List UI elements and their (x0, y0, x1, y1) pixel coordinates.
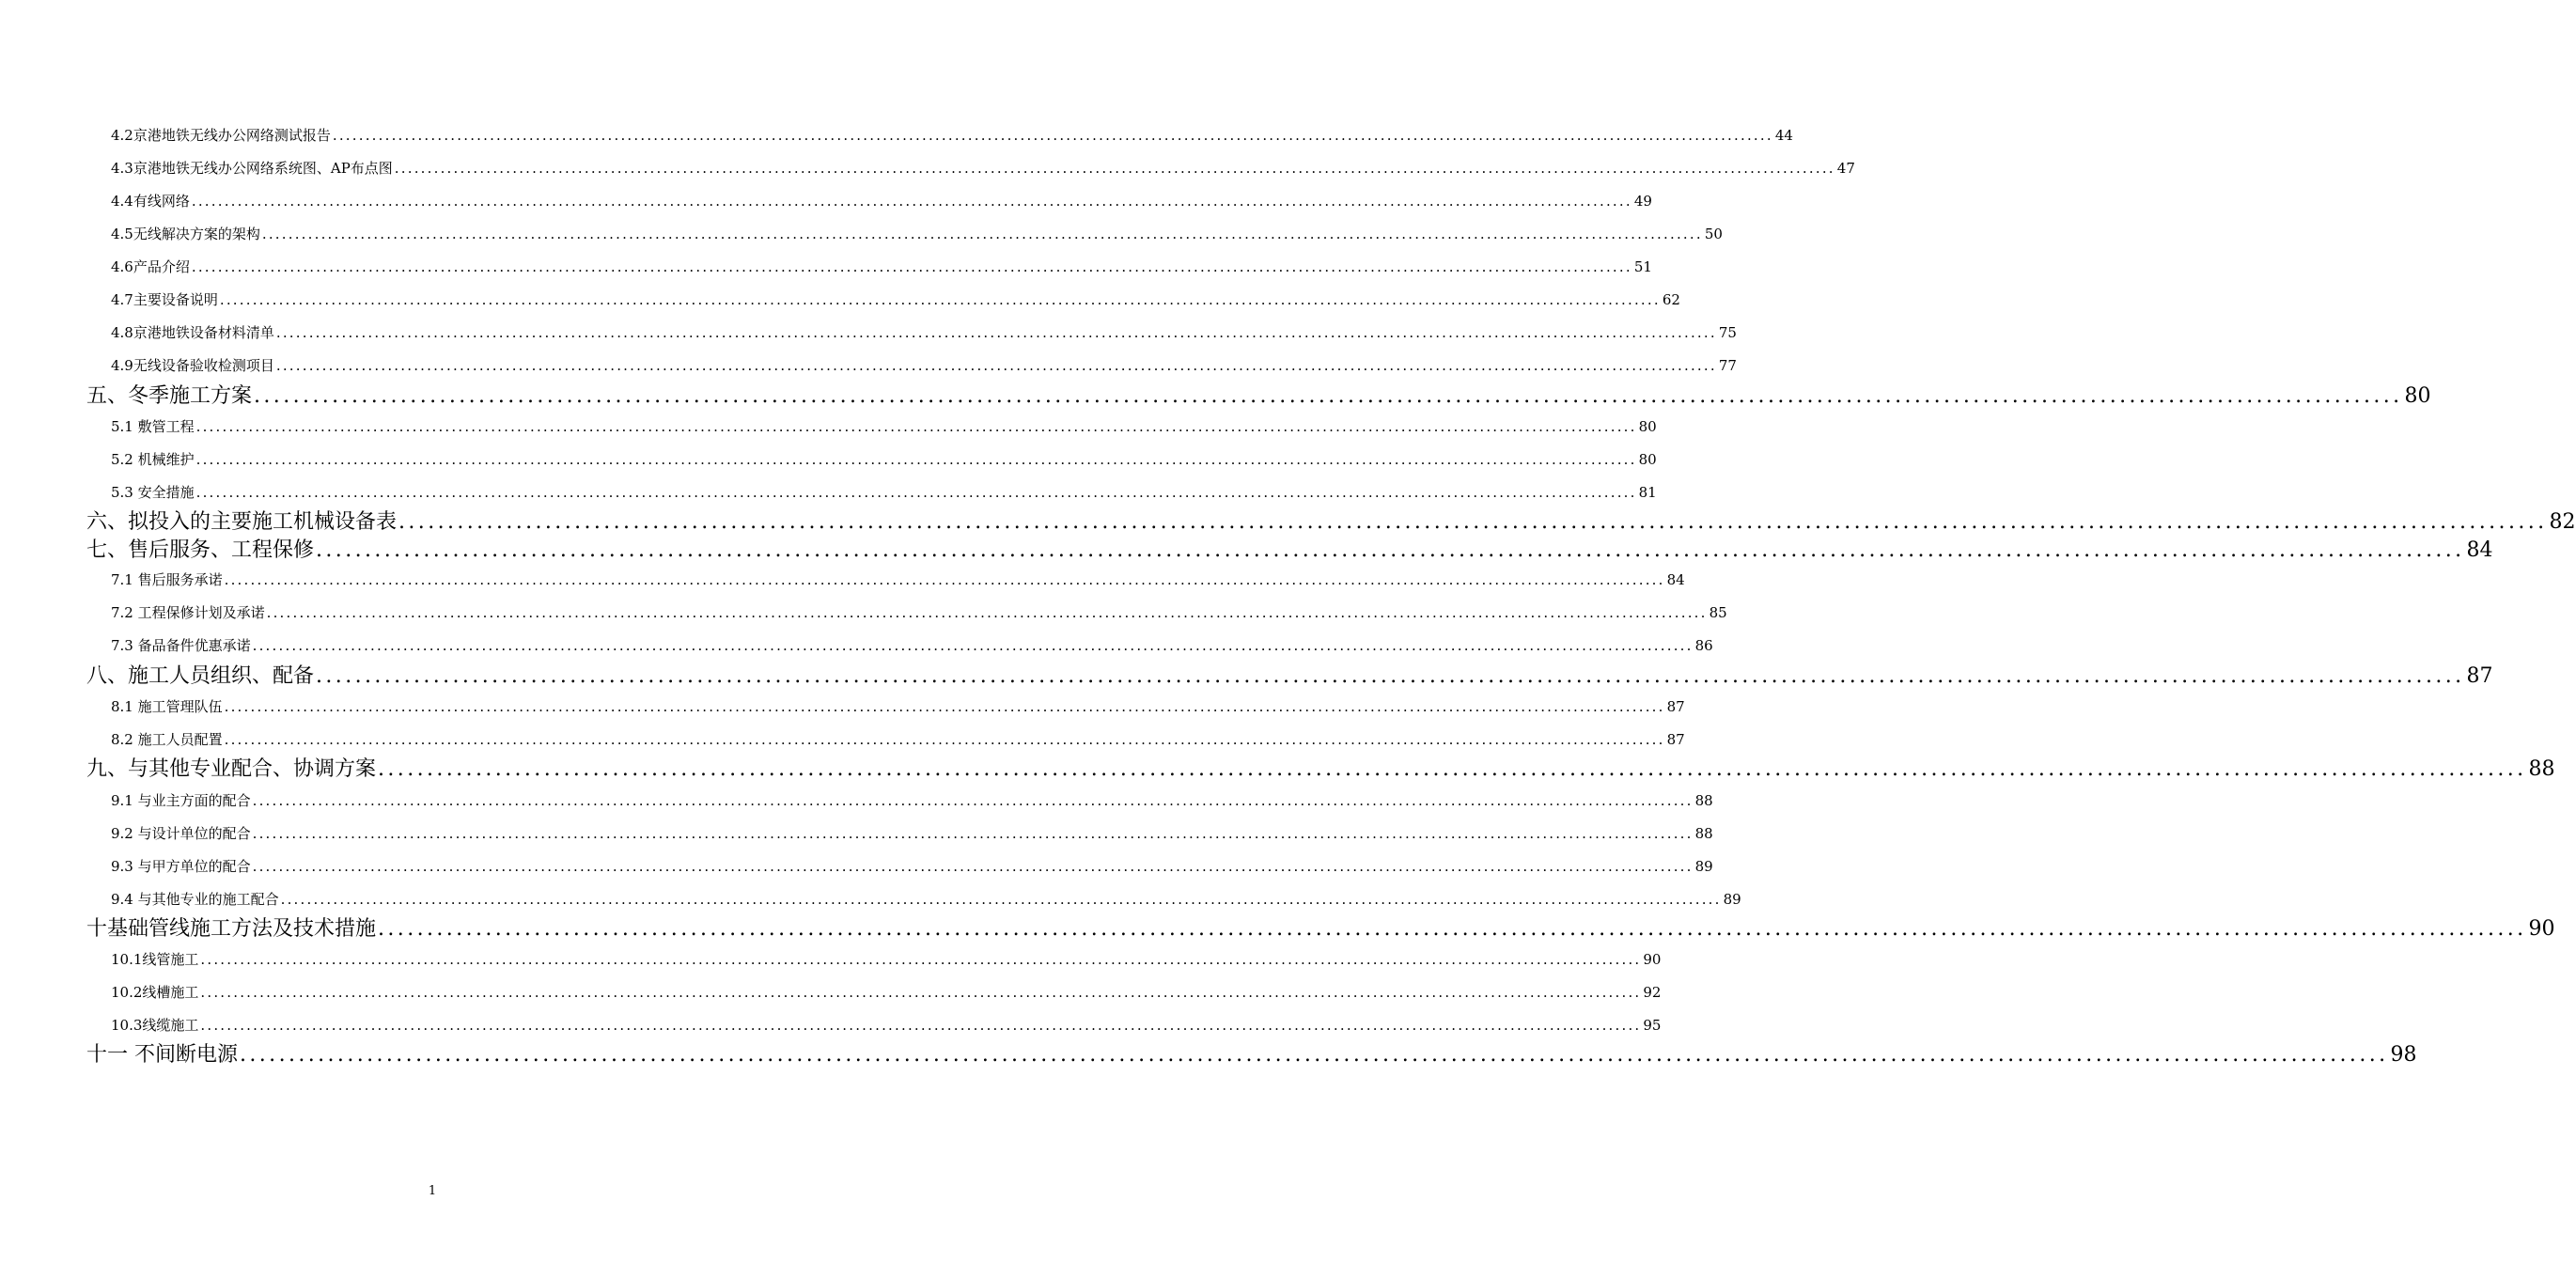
toc-dot-leader: ............................................................................................................................................................................................................................ (398, 510, 2548, 534)
toc-entry-page-number: 47 (1836, 160, 1855, 177)
toc-entry-page-number: 49 (1633, 193, 1652, 210)
toc-entry-page-number: 82 (2549, 510, 2576, 534)
toc-entry-title: 9.3 与甲方单位的配合 (111, 858, 251, 875)
toc-entry-title: 八、施工人员组织、配备 (86, 664, 315, 688)
toc-entry-page-number: 85 (1709, 604, 1727, 621)
toc-dot-leader: ............................................................................................................................................................................................................................ (252, 792, 1694, 809)
toc-entry-page-number: 88 (1694, 792, 1713, 809)
toc-section-entry[interactable] (111, 981, 1662, 1004)
toc-entry-title: 7.2 工程保修计划及承诺 (111, 604, 265, 621)
toc-dot-leader: ............................................................................................................................................................................................................................ (195, 484, 1637, 501)
toc-entry-title: 4.5无线解决方案的架构 (111, 226, 260, 242)
toc-chapter-entry[interactable] (86, 755, 2555, 785)
toc-entry-title: 9.2 与设计单位的配合 (111, 825, 251, 842)
toc-entry-title: 4.8京港地铁设备材料清单 (111, 324, 274, 341)
toc-dot-leader: ............................................................................................................................................................................................................................ (275, 324, 1717, 341)
toc-entry-page-number: 87 (1666, 698, 1685, 715)
toc-entry-title: 九、与其他专业配合、协调方案 (86, 757, 377, 781)
toc-entry-title: 8.2 施工人员配置 (111, 731, 223, 748)
toc-entry-page-number: 77 (1718, 357, 1737, 374)
toc-section-entry[interactable] (111, 822, 1713, 845)
toc-entry-title: 5.3 安全措施 (111, 484, 195, 501)
footer-page-number: 1 (428, 1184, 437, 1198)
toc-dot-leader: ............................................................................................................................................................................................................................ (254, 384, 2403, 408)
toc-dot-leader: ............................................................................................................................................................................................................................ (316, 538, 2465, 562)
toc-dot-leader: ............................................................................................................................................................................................................................ (394, 160, 1835, 177)
toc-section-entry[interactable] (111, 190, 1652, 212)
toc-entry-title: 9.4 与其他专业的施工配合 (111, 891, 279, 908)
toc-entry-page-number: 81 (1638, 484, 1657, 501)
toc-entry-title: 10.1线管施工 (111, 951, 199, 968)
toc-entry-page-number: 98 (2390, 1043, 2417, 1067)
toc-section-entry[interactable] (111, 789, 1713, 812)
toc-entry-page-number: 87 (2466, 664, 2493, 688)
toc-entry-title: 4.3京港地铁无线办公网络系统图、AP布点图 (111, 160, 393, 177)
toc-entry-page-number: 80 (1638, 451, 1657, 468)
toc-dot-leader: ............................................................................................................................................................................................................................ (224, 571, 1665, 588)
toc-entry-page-number: 88 (1694, 825, 1713, 842)
toc-section-entry[interactable] (111, 448, 1657, 471)
toc-entry-title: 9.1 与业主方面的配合 (111, 792, 251, 809)
toc-entry-title: 10.3线缆施工 (111, 1017, 199, 1034)
toc-entry-page-number: 89 (1723, 891, 1741, 908)
toc-section-entry[interactable] (111, 728, 1685, 751)
toc-section-entry[interactable] (111, 948, 1662, 971)
toc-entry-title: 七、售后服务、工程保修 (86, 538, 315, 562)
toc-dot-leader: ............................................................................................................................................................................................................................ (261, 226, 1703, 242)
toc-entry-title: 十一 不间断电源 (86, 1043, 238, 1067)
toc-entry-page-number: 84 (1666, 571, 1685, 588)
toc-dot-leader: ............................................................................................................................................................................................................................ (191, 193, 1632, 210)
toc-entry-title: 10.2线槽施工 (111, 984, 199, 1001)
toc-entry-title: 4.2京港地铁无线办公网络测试报告 (111, 127, 331, 144)
toc-dot-leader: ............................................................................................................................................................................................................................ (219, 291, 1661, 308)
toc-dot-leader: ............................................................................................................................................................................................................................ (266, 604, 1708, 621)
toc-entry-title: 十基础管线施工方法及技术措施 (86, 917, 377, 941)
toc-entry-page-number: 88 (2528, 757, 2555, 781)
toc-section-entry[interactable] (111, 481, 1657, 504)
toc-entry-page-number: 92 (1643, 984, 1662, 1001)
toc-chapter-entry[interactable] (86, 914, 2555, 944)
toc-section-entry[interactable] (111, 256, 1652, 278)
toc-entry-title: 4.9无线设备验收检测项目 (111, 357, 274, 374)
toc-section-entry[interactable] (111, 288, 1680, 311)
toc-dot-leader: ............................................................................................................................................................................................................................ (275, 357, 1717, 374)
toc-section-entry[interactable] (111, 855, 1713, 878)
toc-dot-leader: ............................................................................................................................................................................................................................ (191, 258, 1632, 275)
toc-entry-page-number: 89 (1694, 858, 1713, 875)
toc-section-entry[interactable] (111, 415, 1657, 438)
toc-chapter-entry[interactable] (86, 536, 2493, 566)
toc-dot-leader: ............................................................................................................................................................................................................................ (195, 451, 1637, 468)
toc-entry-title: 8.1 施工管理队伍 (111, 698, 223, 715)
toc-dot-leader: ............................................................................................................................................................................................................................ (240, 1043, 2389, 1067)
toc-dot-leader: ............................................................................................................................................................................................................................ (316, 664, 2465, 688)
toc-dot-leader: ............................................................................................................................................................................................................................ (378, 757, 2527, 781)
toc-dot-leader: ............................................................................................................................................................................................................................ (280, 891, 1722, 908)
toc-entry-title: 4.7主要设备说明 (111, 291, 218, 308)
toc-dot-leader: ............................................................................................................................................................................................................................ (200, 1017, 1642, 1034)
toc-dot-leader: ............................................................................................................................................................................................................................ (252, 637, 1694, 654)
toc-dot-leader: ............................................................................................................................................................................................................................ (378, 917, 2527, 941)
toc-entry-page-number: 86 (1694, 637, 1713, 654)
toc-entry-title: 五、冬季施工方案 (86, 384, 253, 408)
toc-dot-leader: ............................................................................................................................................................................................................................ (252, 825, 1694, 842)
toc-entry-title: 4.6产品介绍 (111, 258, 190, 275)
toc-section-entry[interactable] (111, 124, 1793, 147)
toc-entry-title: 5.1 敷管工程 (111, 418, 195, 435)
toc-section-entry[interactable] (111, 695, 1685, 718)
toc-entry-page-number: 80 (1638, 418, 1657, 435)
toc-entry-title: 4.4有线网络 (111, 193, 190, 210)
toc-entry-title: 六、拟投入的主要施工机械设备表 (86, 510, 398, 534)
toc-entry-page-number: 80 (2404, 384, 2431, 408)
toc-section-entry[interactable] (111, 569, 1685, 591)
toc-entry-page-number: 51 (1633, 258, 1652, 275)
toc-section-entry[interactable] (111, 601, 1727, 624)
toc-dot-leader: ............................................................................................................................................................................................................................ (224, 731, 1665, 748)
toc-section-entry[interactable] (111, 1014, 1662, 1037)
toc-dot-leader: ............................................................................................................................................................................................................................ (252, 858, 1694, 875)
toc-section-entry[interactable] (111, 888, 1741, 911)
toc-entry-page-number: 87 (1666, 731, 1685, 748)
toc-dot-leader: ............................................................................................................................................................................................................................ (332, 127, 1773, 144)
toc-entry-page-number: 90 (1643, 951, 1662, 968)
toc-chapter-entry[interactable] (86, 507, 2576, 538)
toc-entry-title: 7.3 备品备件优惠承诺 (111, 637, 251, 654)
toc-dot-leader: ............................................................................................................................................................................................................................ (200, 984, 1642, 1001)
toc-chapter-entry[interactable] (86, 382, 2431, 412)
toc-chapter-entry[interactable] (86, 662, 2493, 692)
toc-entry-page-number: 62 (1662, 291, 1680, 308)
toc-section-entry[interactable] (111, 634, 1713, 657)
toc-section-entry[interactable] (111, 321, 1737, 344)
toc-entry-page-number: 95 (1643, 1017, 1662, 1034)
toc-entry-page-number: 75 (1718, 324, 1737, 341)
toc-entry-page-number: 50 (1704, 226, 1723, 242)
toc-section-entry[interactable] (111, 354, 1737, 377)
toc-entry-title: 5.2 机械维护 (111, 451, 195, 468)
toc-entry-page-number: 84 (2466, 538, 2493, 562)
toc-dot-leader: ............................................................................................................................................................................................................................ (224, 698, 1665, 715)
toc-entry-page-number: 90 (2528, 917, 2555, 941)
toc-dot-leader: ............................................................................................................................................................................................................................ (200, 951, 1642, 968)
toc-section-entry[interactable] (111, 223, 1723, 245)
toc-chapter-entry[interactable] (86, 1040, 2417, 1070)
toc-entry-page-number: 44 (1774, 127, 1793, 144)
toc-dot-leader: ............................................................................................................................................................................................................................ (195, 418, 1637, 435)
toc-entry-title: 7.1 售后服务承诺 (111, 571, 223, 588)
toc-section-entry[interactable] (111, 157, 1855, 179)
